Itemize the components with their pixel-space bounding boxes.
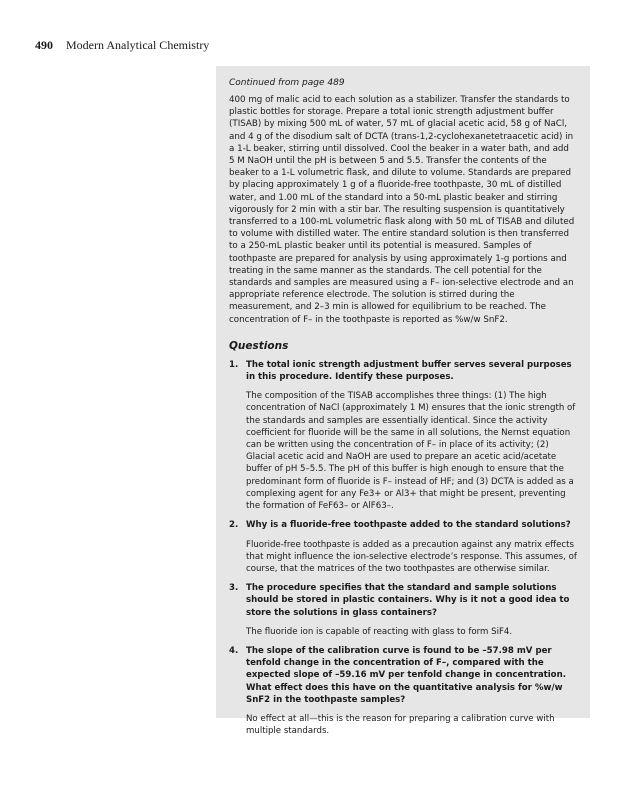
question-text: The total ionic strength adjustment buffer serves several purposes in this procedure. Identify these purposes. <box>246 359 572 383</box>
sidebar-panel <box>216 66 590 737</box>
question-item <box>229 582 577 638</box>
question-number: 3. <box>229 583 239 594</box>
question-number: 4. <box>229 645 239 656</box>
continued-label: Continued from page 489 <box>229 78 345 88</box>
page-number: 490 <box>35 38 53 52</box>
answer-text: The fluoride ion is capable of reacting with glass to form SiF4. <box>246 626 513 637</box>
question-number: 1. <box>229 359 239 370</box>
running-title: Modern Analytical Chemistry <box>66 38 210 52</box>
answer-text: The composition of the TISAB accomplishes three things: (1) The high concentration of NaCl (approximately 1 M) ensures that the ionic strength of the standards and samples are essentially identical. Since the activity coefficient for fluoride will be the same in all solutions, the Nernst equation can be written using the concentration of F– in place of its activity; (2) Glacial acetic acid and NaOH are used to prepare an acetic acid/acetate buffer of pH 5–5.5. The pH of this buffer is high enough to ensure that the predominant form of fluoride is F– instead of HF; and (3) DCTA is added as a complexing agent for any Fe3+ or Al3+ that might be present, preventing the formation of FeF63– or AlF63–. <box>246 391 576 512</box>
page-header <box>35 38 209 53</box>
question-text: The slope of the calibration curve is found to be –57.98 mV per tenfold change in the concentration of F–, compared with the expected slope of –59.16 mV per tenfold change in concentration. What effect does this have on the quantitative analysis for %w/w SnF2 in the toothpaste samples? <box>246 645 566 705</box>
question-number: 2. <box>229 520 239 531</box>
question-text: The procedure specifies that the standard and sample solutions should be stored in plastic containers. Why is it not a good idea to store the solutions in glass containers? <box>246 583 570 618</box>
question-item <box>229 519 577 575</box>
questions-heading: Questions <box>229 339 289 352</box>
answer-text: No effect at all—this is the reason for preparing a calibration curve with multiple standards. <box>246 713 555 737</box>
procedure-text: 400 mg of malic acid to each solution as a stabilizer. Transfer the standards to plastic bottles for storage. Prepare a total ionic strength adjustment buffer (TISAB) by mixing 500 mL of water, 57 mL of glacial acetic acid, 58 g of NaCl, and 4 g of the disodium salt of DCTA (trans-1,2-cyclohexanetetraacetic acid) in a 1-L beaker, stirring until dissolved. Cool the beaker in a water bath, and add 5 M NaOH until the pH is between 5 and 5.5. Transfer the contents of the beaker to a 1-L volumetric flask, and dilute to volume. Standards are prepared by placing approximately 1 g of a fluoride-free toothpaste, 30 mL of distilled water, and 1.00 mL of the standard into a 50-mL plastic beaker and stirring vigorously for 2 min with a stir bar. The resulting suspension is quantitatively transferred to a 100-mL volumetric flask along with 50 mL of TISAB and diluted to volume with distilled water. The entire standard solution is then transferred to a 250-mL plastic beaker until its potential is measured. Samples of toothpaste are prepared for analysis by using approximately 1-g portions and treating in the same manner as the standards. The cell potential for the standards and samples are measured using a F– ion-selective electrode and an appropriate reference electrode. The solution is stirred during the measurement, and 2–3 min is allowed for equilibrium to be reached. The concentration of F– in the toothpaste is reported as %w/w SnF2. <box>229 95 575 325</box>
question-item <box>229 645 577 737</box>
answer-text: Fluoride-free toothpaste is added as a precaution against any matrix effects that might influence the ion-selective electrode’s response. This assumes, of course, that the matrices of the two toothpastes are otherwise similar. <box>246 539 577 574</box>
question-item <box>229 359 577 512</box>
question-text: Why is a fluoride-free toothpaste added to the standard solutions? <box>246 520 571 531</box>
